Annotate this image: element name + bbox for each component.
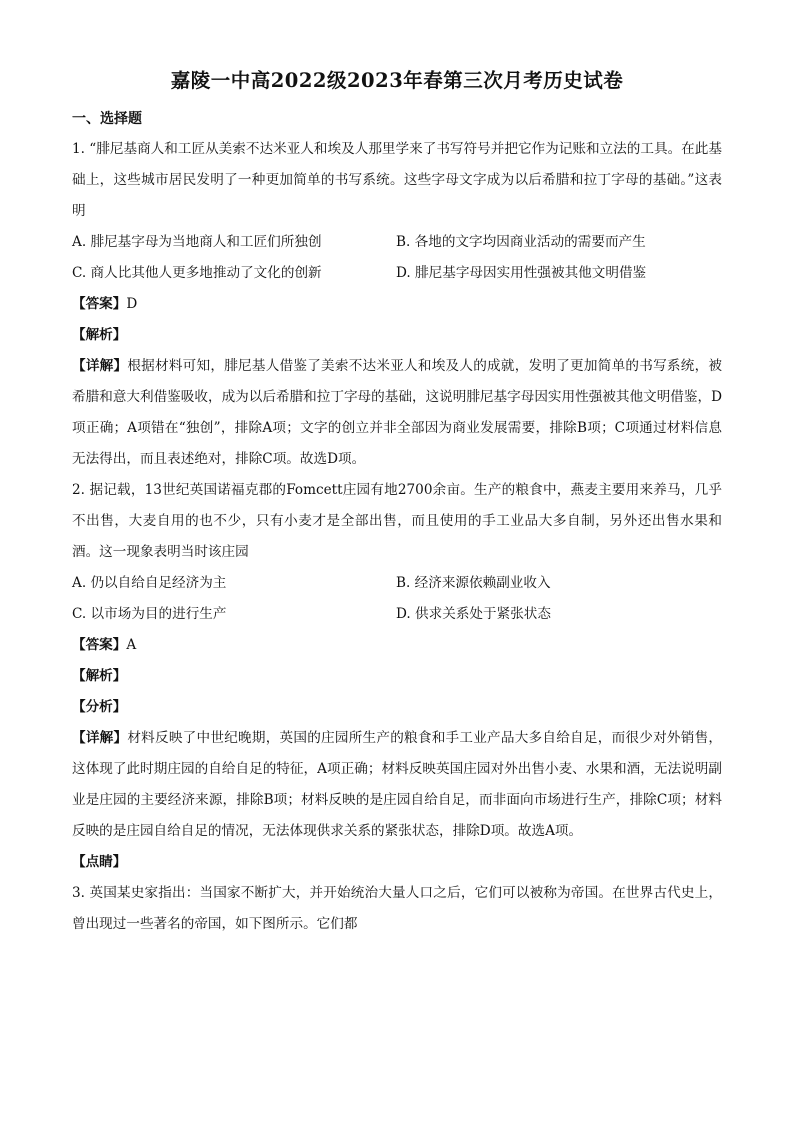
answer-value: A xyxy=(126,637,137,653)
option-a: A. 仍以自给自足经济为主 xyxy=(72,575,227,591)
analysis-tag: 【解析】 xyxy=(72,668,127,684)
option-d: D. 供求关系处于紧张状态 xyxy=(396,606,551,622)
option-c: C. 以市场为目的进行生产 xyxy=(72,606,227,622)
question-1-options xyxy=(72,227,722,289)
option-b: B. 经济来源依赖副业收入 xyxy=(396,575,551,591)
answer-tag: 【答案】 xyxy=(72,296,127,312)
answer-line xyxy=(72,630,722,661)
question-1-stem: 1. “腓尼基商人和工匠从美索不达米亚人和埃及人那里学来了书写符号并把它作为记账和立法的工具。在此基础上，这些城市居民发明了一种更加简单的书写系统。这些字母文字成为以后希腊和拉丁字母的基础。”这表明 xyxy=(72,141,722,219)
detail-tag: 【详解】 xyxy=(72,358,128,374)
dianjing-tag: 【点睛】 xyxy=(72,854,127,870)
page-title: 嘉陵一中高2022级2023年春第三次月考历史试卷 xyxy=(170,69,624,92)
option-a: A. 腓尼基字母为当地商人和工匠们所独创 xyxy=(72,234,322,250)
detail-paragraph xyxy=(72,351,722,475)
option-b: B. 各地的文字均因商业活动的需要而产生 xyxy=(396,234,646,250)
question-2-options xyxy=(72,568,722,630)
analysis-tag: 【解析】 xyxy=(72,327,127,343)
detail-paragraph xyxy=(72,723,722,847)
question-2-stem: 2. 据记载，13世纪英国诺福克郡的Fomcett庄园有地2700余亩。生产的粮食中，燕麦主要用来养马，几乎不出售，大麦自用的也不少，只有小麦才是全部出售，而且使用的手工业品大多自制，另外还出售水果和酒。这一现象表明当时该庄园 xyxy=(72,482,722,560)
option-c: C. 商人比其他人更多地推动了文化的创新 xyxy=(72,265,322,281)
detail-text: 材料反映了中世纪晚期，英国的庄园所生产的粮食和手工业产品大多自给自足，而很少对外销售，这体现了此时期庄园的自给自足的特征，A项正确；材料反映英国庄园对外出售小麦、水果和酒，无法说明副业是庄园的主要经济来源，排除B项；材料反映的是庄园自给自足，而非面向市场进行生产，排除C项；材料反映的是庄园自给自足的情况，无法体现供求关系的紧张状态，排除D项。故选A项。 xyxy=(72,730,723,839)
answer-value: D xyxy=(126,296,138,312)
option-d: D. 腓尼基字母因实用性强被其他文明借鉴 xyxy=(396,265,647,281)
question-3-stem: 3. 英国某史家指出：当国家不断扩大，并开始统治大量人口之后，它们可以被称为帝国。在世界古代史上，曾出现过一些著名的帝国，如下图所示。它们都 xyxy=(72,885,722,932)
answer-tag: 【答案】 xyxy=(72,637,127,653)
detail-text: 根据材料可知，腓尼基人借鉴了美索不达米亚人和埃及人的成就，发明了更加简单的书写系统，被希腊和意大利借鉴吸收，成为以后希腊和拉丁字母的基础，这说明腓尼基字母因实用性强被其他文明借鉴，D项正确；A项错在“独创”，排除A项；文字的创立并非全部因为商业发展需要，排除B项；C项通过材料信息无法得出，而且表述绝对，排除C项。故选D项。 xyxy=(72,358,723,467)
answer-line xyxy=(72,289,722,320)
exam-page xyxy=(72,64,722,940)
fenxi-tag: 【分析】 xyxy=(72,699,127,715)
section-heading: 一、选择题 xyxy=(72,111,142,127)
detail-tag: 【详解】 xyxy=(72,730,128,746)
